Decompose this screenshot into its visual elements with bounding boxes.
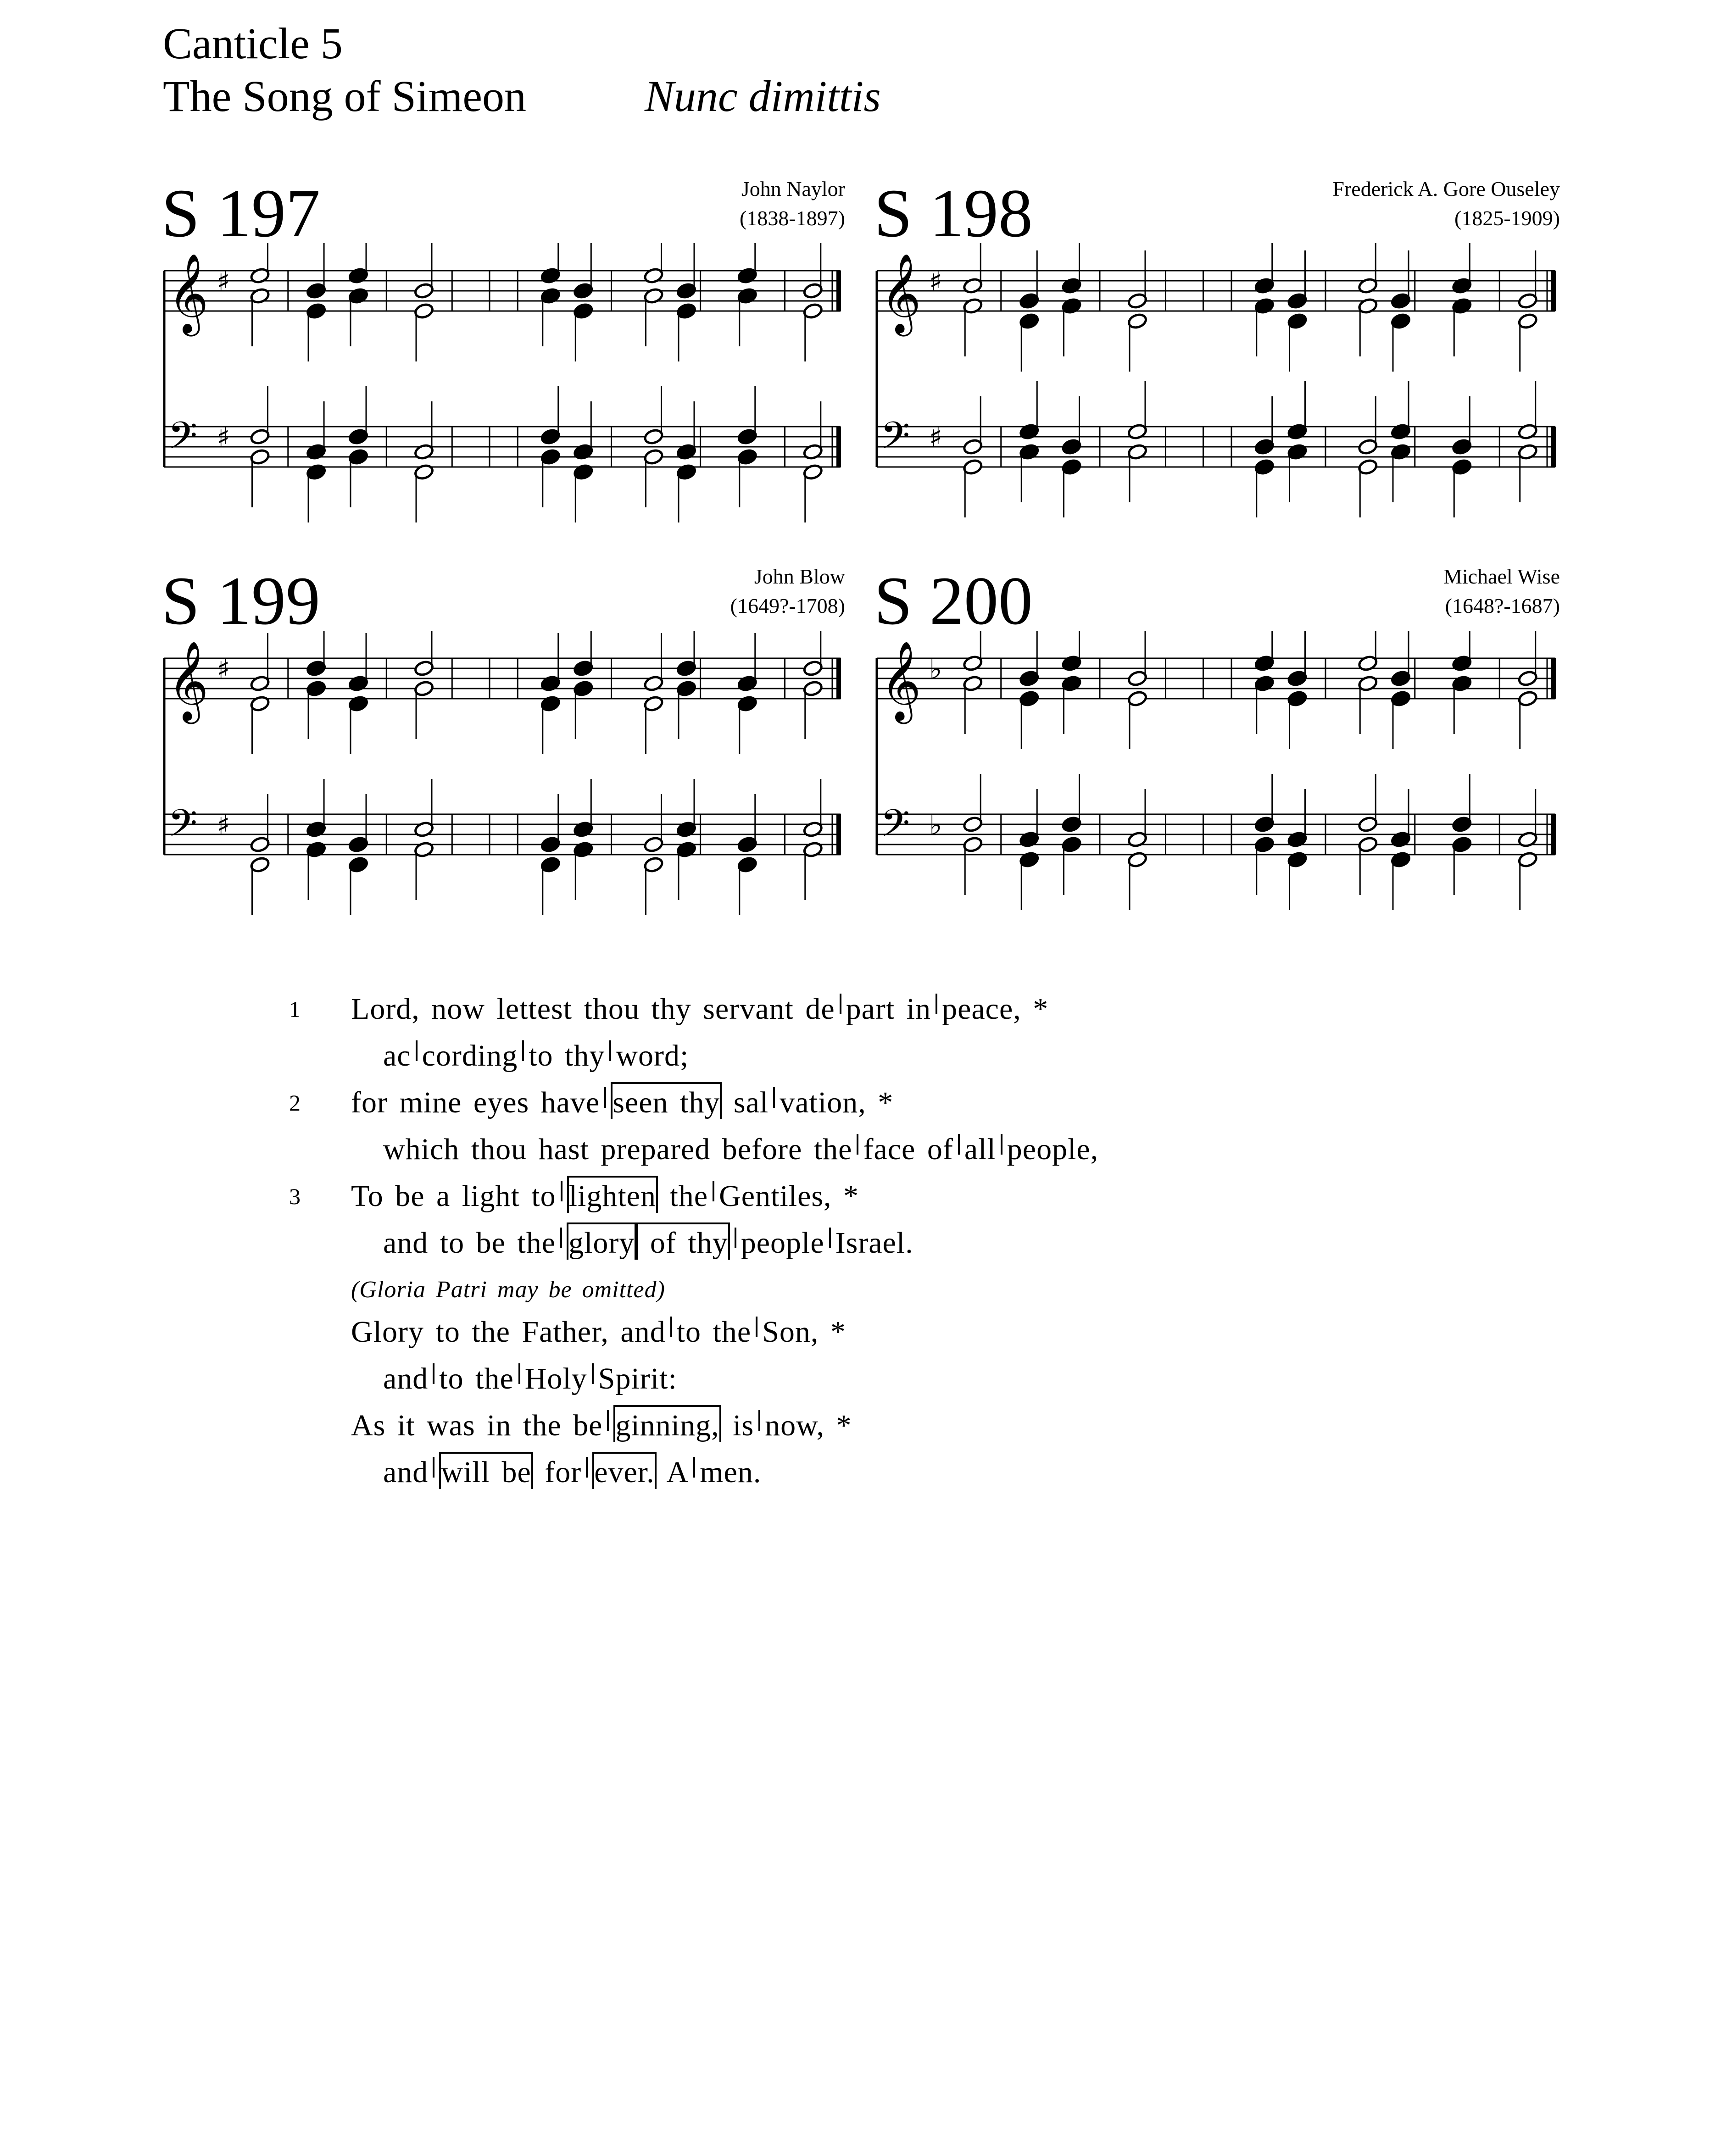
gloria-line-4	[275, 1450, 1376, 1496]
pointing-bar	[522, 1040, 524, 1061]
rubric-text: (Gloria Patri may be omitted)	[351, 1277, 665, 1303]
composer-name: Michael Wise	[1443, 565, 1560, 588]
composer-credit	[1055, 562, 1560, 621]
composer-dates: (1648?-1687)	[1445, 594, 1560, 617]
verse-text: and to be the glory of thy people Israel.	[383, 1220, 913, 1266]
verse-number: 1	[289, 996, 301, 1022]
pointing-bar	[829, 1228, 831, 1248]
chant-number: S 198	[874, 175, 1033, 251]
music-score	[162, 243, 845, 541]
chant-number: S 197	[162, 175, 320, 251]
pointing-bar	[433, 1457, 434, 1478]
key-signature-icon: ♭	[929, 809, 942, 841]
slur-mark: seen thy	[611, 1082, 722, 1119]
key-signature-icon: ♯	[217, 422, 230, 454]
key-signature-icon: ♯	[217, 653, 230, 685]
music-score	[162, 631, 845, 929]
composer-dates: (1825-1909)	[1454, 206, 1560, 230]
verse-3-line-2	[275, 1220, 1376, 1267]
verse-2-line-1	[275, 1080, 1376, 1127]
pointing-bar	[735, 1228, 736, 1248]
pointing-bar	[936, 994, 937, 1014]
treble-clef-icon: 𝄞	[880, 641, 921, 721]
chant-number: S 200	[874, 563, 1033, 639]
verse-text: As it was in the be ginning, is now, *	[351, 1403, 852, 1449]
slur-mark: lighten	[567, 1176, 658, 1213]
verse-text: Lord, now lettest thou thy servant de part in peace, *	[351, 992, 1049, 1026]
verse-text: for mine eyes have seen thy sal vation, *	[351, 1080, 893, 1126]
pointing-bar	[433, 1363, 434, 1384]
composer-credit	[1055, 174, 1560, 233]
composer-credit	[340, 174, 845, 233]
music-score	[874, 631, 1560, 929]
canticle-number: Canticle 5	[163, 19, 343, 68]
bass-clef-icon: 𝄢	[880, 413, 910, 467]
treble-clef-icon: 𝄞	[168, 641, 209, 721]
gloria-line-3	[275, 1403, 1376, 1450]
pointing-bar	[773, 1087, 775, 1108]
pointing-bar	[609, 1040, 611, 1061]
pointing-bar	[586, 1457, 588, 1478]
bass-clef-icon: 𝄢	[880, 801, 910, 855]
canticle-title: The Song of Simeon	[163, 72, 526, 121]
composer-name: Frederick A. Gore Ouseley	[1332, 177, 1560, 200]
pointing-bar	[857, 1134, 858, 1155]
composer-credit	[340, 562, 845, 621]
verse-text: and to the Holy Spirit:	[383, 1362, 677, 1395]
pointing-bar	[518, 1363, 520, 1384]
key-signature-icon: ♯	[217, 266, 230, 298]
composer-dates: (1649?-1708)	[730, 594, 845, 617]
key-signature-icon: ♯	[217, 809, 230, 841]
canticle-title-row	[163, 71, 1264, 122]
slur-mark: ginning,	[613, 1405, 721, 1442]
pointing-bar	[560, 1228, 562, 1248]
chant-s200	[874, 562, 1560, 929]
gloria-line-1	[275, 1309, 1376, 1356]
treble-clef-icon: 𝄞	[880, 253, 921, 333]
verse-text: Glory to the Father, and to the Son, *	[351, 1315, 846, 1349]
page-header	[163, 18, 1264, 138]
rubric	[275, 1267, 1376, 1309]
pointing-bar	[758, 1410, 760, 1431]
chant-s198	[874, 174, 1560, 541]
pointing-bar	[604, 1087, 606, 1108]
verse-2-line-2	[275, 1127, 1376, 1173]
composer-name: John Blow	[754, 565, 845, 588]
composer-name: John Naylor	[741, 177, 845, 200]
chant-number: S 199	[162, 563, 320, 639]
slur-mark: ever.	[592, 1452, 656, 1489]
key-signature-icon: ♭	[929, 653, 942, 685]
music-score	[874, 243, 1560, 541]
pointing-bar	[416, 1040, 418, 1061]
pointing-bar	[693, 1457, 695, 1478]
canticle-text	[275, 986, 1376, 1496]
slur-mark: will be	[439, 1452, 533, 1489]
pointing-bar	[1001, 1134, 1002, 1155]
chant-s197	[162, 174, 845, 541]
verse-text: and will be for ever. A men.	[383, 1450, 761, 1495]
verse-1-line-1	[275, 986, 1376, 1033]
chant-s199	[162, 562, 845, 929]
verse-1-line-2	[275, 1033, 1376, 1080]
bass-clef-icon: 𝄢	[168, 413, 198, 467]
verse-text: ac cording to thy word;	[383, 1039, 689, 1072]
pointing-bar	[607, 1410, 609, 1431]
pointing-bar	[756, 1317, 757, 1337]
composer-dates: (1838-1897)	[740, 206, 845, 230]
verse-text: To be a light to lighten the Gentiles, *	[351, 1173, 859, 1219]
pointing-bar	[713, 1181, 714, 1201]
verse-text: which thou hast prepared before the face of all people,	[383, 1133, 1099, 1166]
bass-clef-icon: 𝄢	[168, 801, 198, 855]
verse-number: 2	[289, 1090, 301, 1116]
slur-mark: of thy	[636, 1222, 730, 1260]
pointing-bar	[561, 1181, 562, 1201]
key-signature-icon: ♯	[929, 266, 943, 298]
latin-title: Nunc dimittis	[645, 72, 881, 121]
gloria-line-2	[275, 1356, 1376, 1403]
key-signature-icon: ♯	[929, 422, 943, 454]
treble-clef-icon: 𝄞	[168, 253, 209, 333]
pointing-bar	[958, 1134, 960, 1155]
pointing-bar	[840, 994, 841, 1014]
pointing-bar	[592, 1363, 594, 1384]
verse-number: 3	[289, 1184, 301, 1209]
verse-3-line-1	[275, 1173, 1376, 1220]
slur-mark: glory	[567, 1222, 636, 1260]
pointing-bar	[670, 1317, 672, 1337]
